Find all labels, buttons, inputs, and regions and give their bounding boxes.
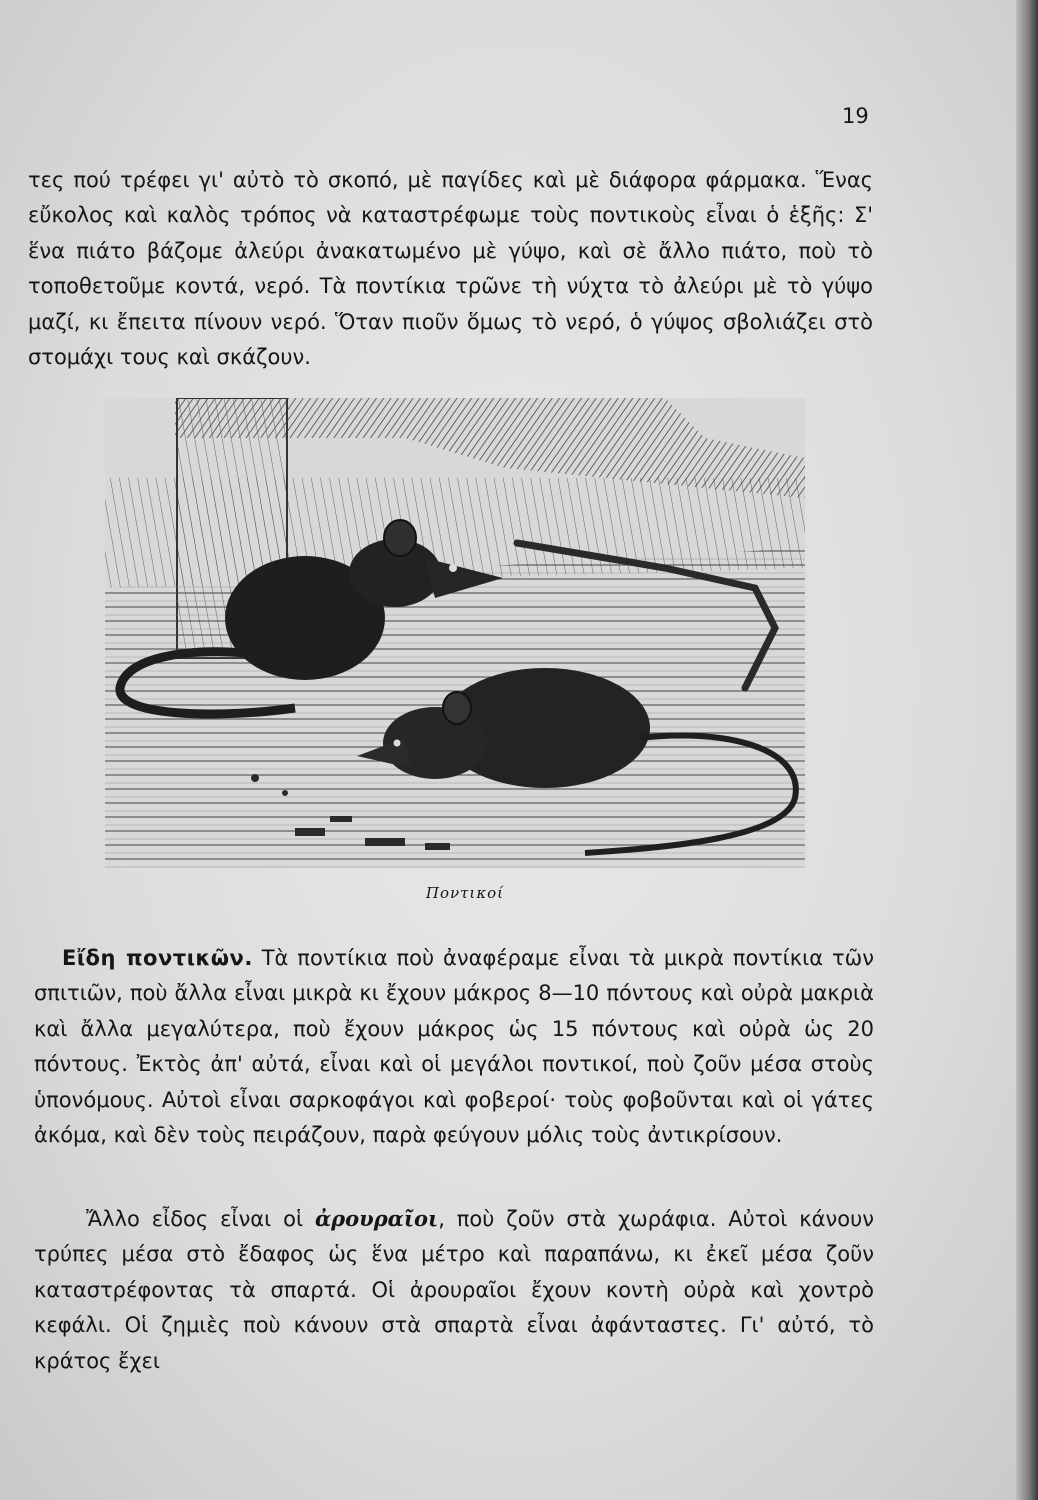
section-heading: Εἴδη ποντικῶν. <box>62 946 253 970</box>
paragraph-field-rats <box>34 1201 874 1379</box>
page-number: 19 <box>842 104 869 128</box>
page-edge-shadow <box>1016 0 1038 1500</box>
rats-illustration <box>105 398 805 868</box>
rats-illustration-icon <box>105 398 805 868</box>
field-rats-term: ἀρουραῖοι <box>315 1206 439 1231</box>
figure-caption: Ποντικοί <box>425 884 505 902</box>
paragraph-rat-species <box>34 941 874 1153</box>
paragraph-field-rats-lead: Ἄλλο εἶδος εἶναι οἱ <box>86 1207 304 1231</box>
paragraph-field-rats-text: , ποὺ ζοῦν στὰ χωράφια. Αὐτοὶ κάνουν τρύπες μέσα στὸ ἔδαφος ὡς ἕνα μέτρο καὶ παραπάνω, κι ἐκεῖ μέσα ζοῦν καταστρέφοντας τὰ σπαρτά. Οἱ ἀρουραῖοι ἔχουν κοντὴ οὐρὰ καὶ χοντρὸ κεφάλι. Οἱ ζημιὲς ποὺ κάνουν στὰ σπαρτὰ εἶναι ἀφάνταστες. Γι' αὐτό, τὸ κράτος ἔχει <box>34 1207 874 1373</box>
paragraph-rat-poison: τες πού τρέφει γι' αὐτὸ τὸ σκοπό, μὲ παγίδες καὶ μὲ διάφορα φάρμακα. Ἕνας εὔκολος καὶ καλὸς τρόπος νὰ καταστρέφωμε τοὺς ποντικοὺς εἶναι ὁ ἑξῆς: Σ' ἕνα πιάτο βάζομε ἀλεύρι ἀνακατωμένο μὲ γύψο, καὶ σὲ ἄλλο πιάτο, ποὺ τὸ τοποθετοῦμε κοντά, νερό. Τὰ ποντίκια τρῶνε τὴ νύχτα τὸ ἀλεύρι μὲ τὸ γύψο μαζί, κι ἔπειτα πίνουν νερό. Ὅταν πιοῦν ὅμως τὸ νερό, ὁ γύψος σβολιάζει στὸ στομάχι τους καὶ σκάζουν. <box>28 168 873 370</box>
paragraph-rat-species-text: Τὰ ποντίκια ποὺ ἀναφέραμε εἶναι τὰ μικρὰ ποντίκια τῶν σπιτιῶν, ποὺ ἄλλα εἶναι μικρὰ κι ἔχουν μάκρος 8—10 πόντους καὶ οὐρὰ μακριὰ καὶ ἄλλα μεγαλύτερα, ποὺ ἔχουν μάκρος ὡς 15 πόντους καὶ οὐρὰ ὡς 20 πόντους. Ἐκτὸς ἀπ' αὐτά, εἶναι καὶ οἱ μεγάλοι ποντικοί, ποὺ ζοῦν μέσα στοὺς ὑπονόμους. Αὐτοὶ εἶναι σαρκοφάγοι καὶ φοβεροί· τοὺς φοβοῦνται καὶ οἱ γάτες ἀκόμα, καὶ δὲν τοὺς πειράζουν, παρὰ φεύγουν μόλις τοὺς ἀντικρίσουν. <box>34 946 874 1148</box>
